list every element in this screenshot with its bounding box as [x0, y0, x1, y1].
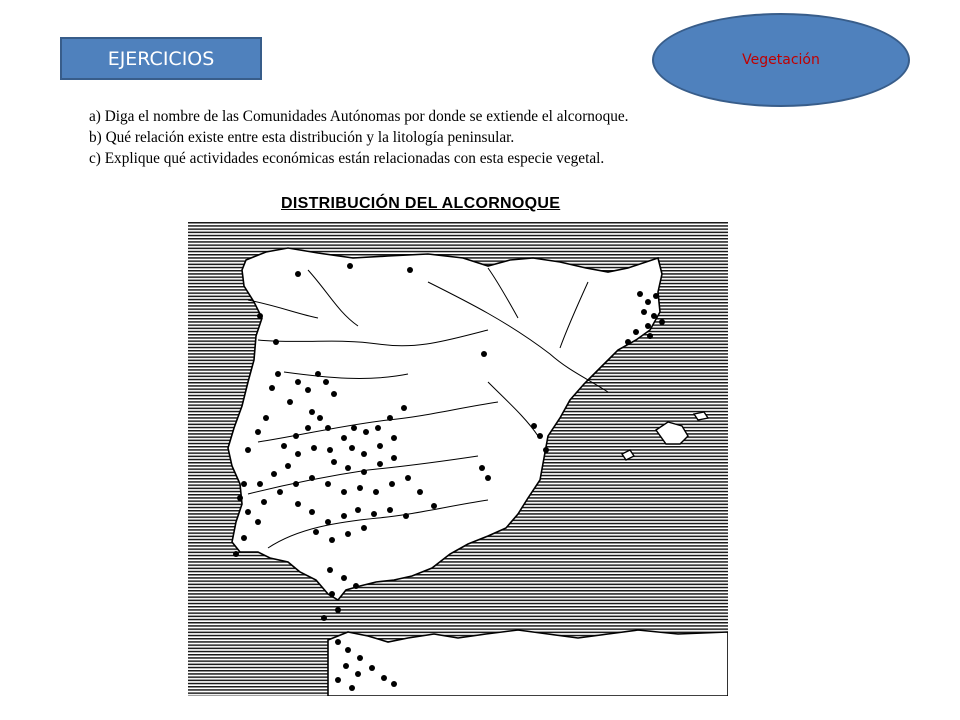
question-a: a) Diga el nombre de las Comunidades Autónomas por donde se extiende el alcornoque. — [89, 108, 629, 125]
ejercicios-label: EJERCICIOS — [107, 47, 215, 70]
exercise-questions — [89, 106, 809, 169]
vegetacion-topic-button[interactable] — [652, 13, 910, 107]
ejercicios-button[interactable] — [60, 37, 262, 80]
vegetacion-label: Vegetación — [742, 52, 820, 68]
map-title: DISTRIBUCIÓN DEL ALCORNOQUE — [281, 195, 561, 212]
cork-oak-distribution-map — [188, 222, 728, 696]
question-c: c) Explique qué actividades económicas están relacionadas con esta especie vegetal. — [89, 150, 605, 167]
question-b: b) Qué relación existe entre esta distribución y la litología peninsular. — [89, 129, 515, 146]
